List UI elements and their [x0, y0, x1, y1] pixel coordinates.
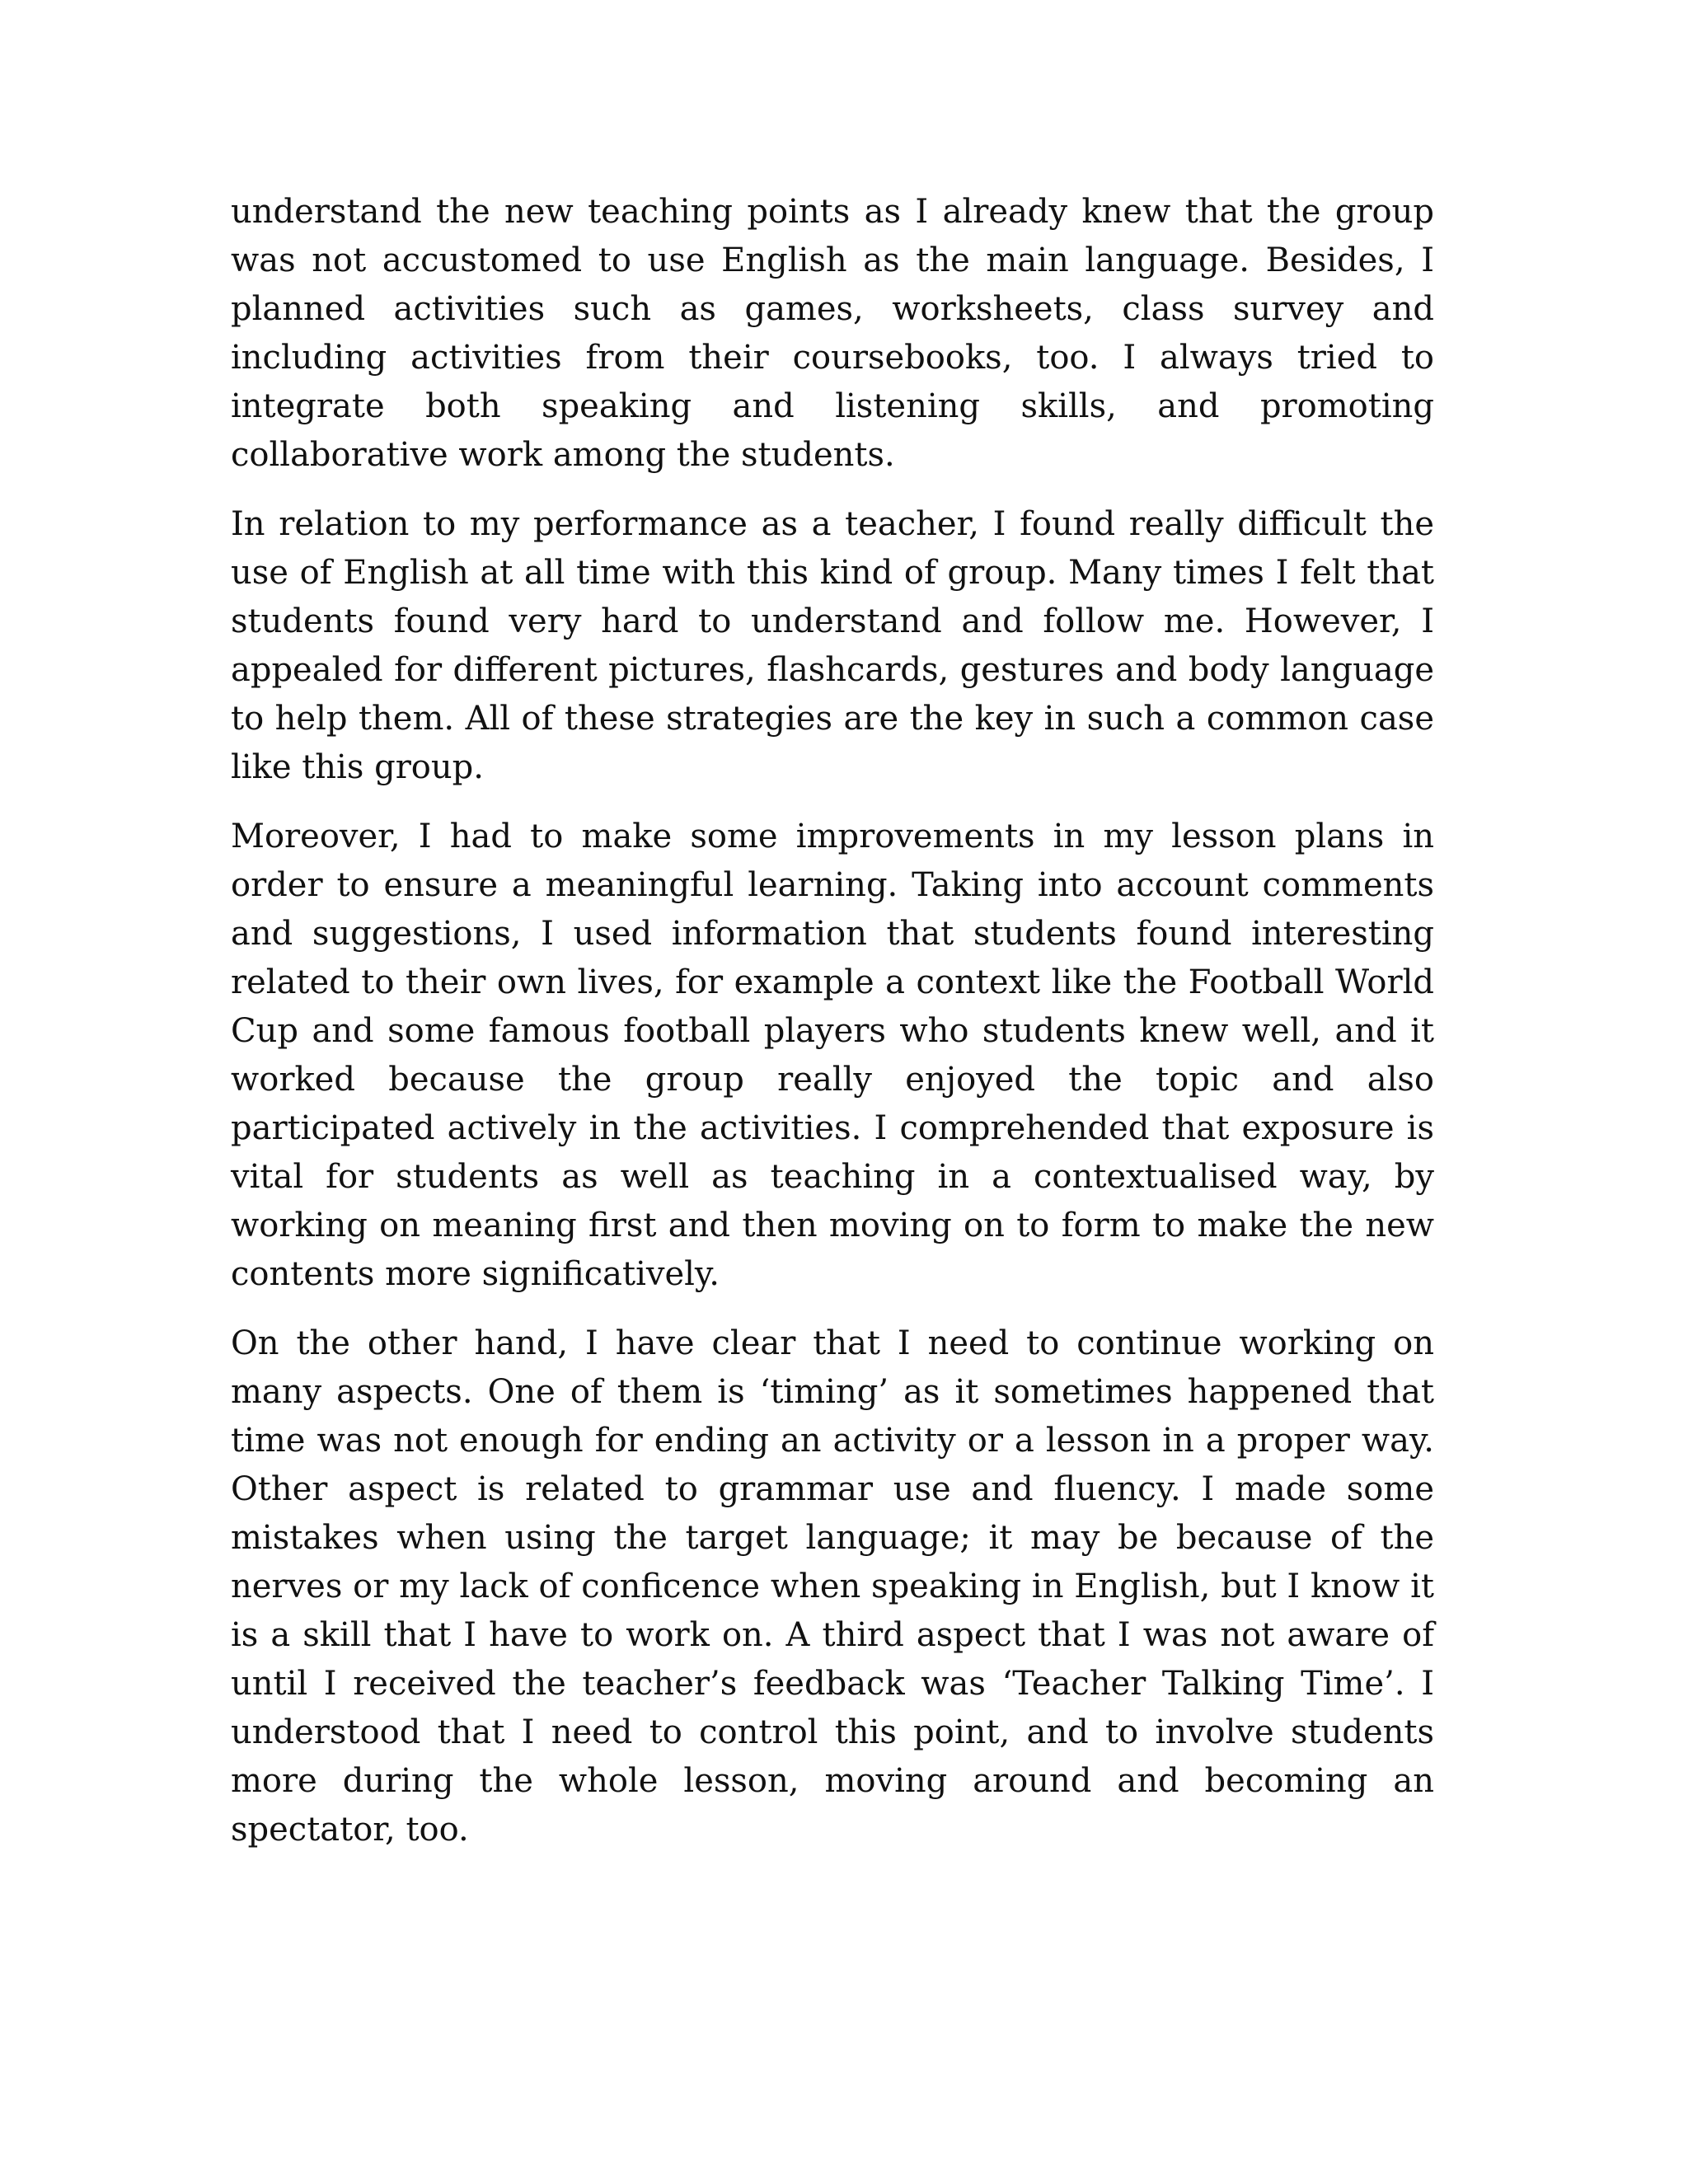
body-text	[231, 188, 1434, 1875]
paragraph-aspects-to-improve: On the other hand, I have clear that I need to continue working on many aspects. One of them is ‘timing’ as it sometimes happened that time was not enough for ending an activity or a lesson in a proper way. Other aspect is related to grammar use and fluency. I made some mistakes when using the target language; it may be because of the nerves or my lack of conficence when speaking in English, but I know it is a skill that I have to work on. A third aspect that I was not aware of until I received the teacher’s feedback was ‘Teacher Talking Time’. I understood that I need to control this point, and to involve students more during the whole lesson, moving around and becoming an spectator, too.	[231, 1324, 1434, 1849]
paragraph-teaching-planning: understand the new teaching points as I already knew that the group was not accustomed to use English as the main language. Besides, I planned activities such as games, worksheets, class survey and including activities from their coursebooks, too. I always tried to integrate both speaking and listening skills, and promoting collaborative work among the students.	[231, 193, 1434, 474]
paragraph-teacher-performance: In relation to my performance as a teacher, I found really difficult the use of English at all time with this kind of group. Many times I felt that students found very hard to understand and follow me. However, I appealed for different pictures, flashcards, gestures and body language to help them. All of these strategies are the key in such a common case like this group.	[231, 505, 1434, 786]
paragraph-lesson-improvements: Moreover, I had to make some improvements in my lesson plans in order to ensure a meaningful learning. Taking into account comments and suggestions, I used information that students found interesting related to their own lives, for example a context like the Football World Cup and some famous football players who students knew well, and it worked because the group really enjoyed the topic and also participated actively in the activities. I comprehended that exposure is vital for students as well as teaching in a contextualised way, by working on meaning first and then moving on to form to make the new contents more significatively.	[231, 818, 1434, 1293]
